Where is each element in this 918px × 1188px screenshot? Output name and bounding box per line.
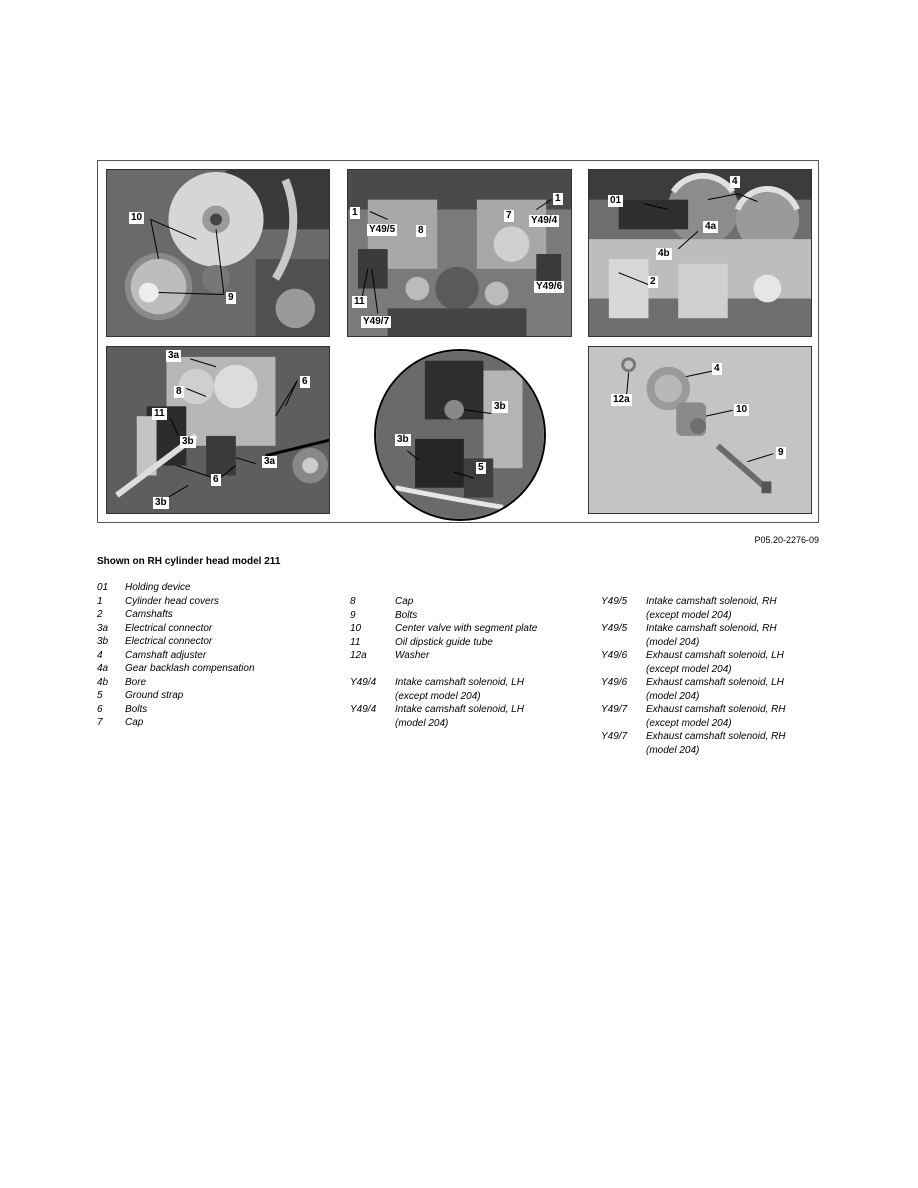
legend-text: Camshafts (125, 609, 173, 620)
legend-item (350, 649, 537, 663)
callout: 3a (264, 456, 276, 467)
legend-key: 5 (97, 690, 103, 701)
legend-key: 4a (97, 663, 109, 674)
panel-engine-overview (347, 169, 572, 337)
legend-key: 7 (97, 717, 103, 728)
legend-text: Bolts (125, 703, 148, 715)
legend-item (97, 635, 255, 649)
legend-key: Y49/5 (601, 623, 628, 634)
panel-exploded-parts (588, 346, 812, 514)
legend-item (350, 703, 537, 730)
legend-item (97, 689, 255, 703)
callout: 4 (714, 363, 720, 374)
legend-text: Cylinder head covers (125, 595, 219, 607)
legend-text: Oil dipstick guide tube (395, 636, 493, 648)
legend-key: Y49/7 (601, 731, 628, 742)
callout: 4b (658, 248, 670, 259)
parts-photo (589, 347, 811, 513)
legend-text: Center valve with segment plate (395, 623, 538, 634)
legend-key: 2 (97, 609, 103, 620)
legend-item (601, 676, 786, 703)
figure-id: P05.20-2276-09 (754, 535, 819, 545)
legend-text: Exhaust camshaft solenoid, RH (except model 204) (646, 704, 786, 729)
legend-item (601, 649, 786, 676)
callout: 11 (154, 408, 165, 419)
callout: Y49/7 (363, 316, 390, 327)
legend-item (601, 595, 786, 622)
callout: 1 (555, 193, 561, 204)
legend-item (97, 676, 255, 690)
legend-key: 3a (97, 622, 109, 634)
callout: 01 (610, 195, 622, 206)
legend-key: 3b (97, 636, 109, 647)
legend-text: Washer (395, 650, 430, 661)
legend-key: Y49/4 (350, 704, 377, 715)
legend-text: Exhaust camshaft solenoid, LH (model 204) (646, 677, 784, 702)
engine-photo (107, 347, 329, 513)
callout: 4 (732, 176, 738, 187)
callout: 11 (354, 296, 365, 307)
legend-key: Y49/7 (601, 704, 628, 715)
legend-item (97, 622, 255, 636)
callout: Y49/5 (369, 224, 396, 235)
callout: 2 (650, 276, 656, 287)
legend-text: Cap (395, 596, 414, 607)
panel-camshaft-adjuster-front (106, 169, 330, 337)
legend-item (97, 716, 255, 730)
legend-column-3 (601, 595, 786, 757)
legend-key: Y49/6 (601, 650, 628, 661)
callout: 9 (778, 447, 784, 458)
callout: 5 (478, 462, 484, 473)
legend-item (97, 703, 255, 717)
legend-key: 4 (97, 649, 103, 661)
callout: 10 (736, 404, 748, 415)
legend-item (97, 595, 255, 609)
legend-item (350, 595, 537, 609)
callout: 7 (506, 210, 512, 221)
legend-item (97, 608, 255, 622)
callout: 9 (228, 292, 234, 303)
legend-text: Intake camshaft solenoid, LH (except model 204) (395, 677, 524, 702)
panel-solenoid-connectors (106, 346, 330, 514)
legend-text: Camshaft adjuster (125, 649, 207, 661)
legend-text: Intake camshaft solenoid, RH (model 204) (646, 623, 777, 648)
legend-key: Y49/6 (601, 677, 628, 688)
engine-photo (107, 170, 329, 336)
legend-key: 6 (97, 703, 103, 715)
legend-item (350, 676, 537, 703)
legend-text: Holding device (125, 582, 191, 593)
legend-item (601, 622, 786, 649)
legend-key: 4b (97, 676, 109, 688)
callout: 8 (418, 225, 424, 236)
callout: Y49/6 (536, 281, 563, 292)
legend-item (350, 609, 537, 623)
legend-text: Bore (125, 676, 147, 688)
legend-key: Y49/4 (350, 677, 377, 688)
legend-key: 11 (350, 636, 361, 648)
callout: 12a (613, 394, 630, 405)
engine-photo (348, 170, 571, 336)
callout: 3b (155, 497, 167, 508)
legend-item (350, 636, 537, 650)
legend-column-2 (350, 595, 537, 730)
callout: 3b (494, 401, 506, 412)
legend-text: Intake camshaft solenoid, LH (model 204) (395, 704, 524, 729)
callout: 8 (176, 386, 182, 397)
legend-item (350, 622, 537, 636)
legend-text: Cap (125, 717, 144, 728)
legend-column-1 (97, 581, 255, 730)
legend-text: Gear backlash compensation (125, 663, 255, 674)
legend-key: 01 (97, 582, 109, 593)
legend-text: Electrical connector (125, 636, 213, 647)
legend-text: Exhaust camshaft solenoid, LH (except model 204) (646, 650, 784, 675)
legend-item (97, 649, 255, 663)
callout: 4a (705, 221, 717, 232)
callout: 6 (302, 376, 308, 387)
legend-key: Y49/5 (601, 596, 628, 607)
legend-item (97, 662, 255, 676)
legend-item (601, 703, 786, 730)
legend-text: Intake camshaft solenoid, RH (except model 204) (646, 596, 777, 621)
callout: Y49/4 (531, 215, 558, 226)
legend-text: Electrical connector (125, 622, 213, 634)
legend-key: 10 (350, 623, 362, 634)
legend-key: 1 (97, 595, 103, 607)
callout: 1 (352, 207, 358, 218)
legend-text: Exhaust camshaft solenoid, RH (model 204) (646, 731, 786, 756)
legend-item (601, 730, 786, 757)
legend-text: Bolts (395, 609, 418, 621)
legend-key: 9 (350, 609, 356, 621)
legend-item (97, 581, 255, 595)
legend-key: 12a (350, 650, 367, 661)
legend-key: 8 (350, 596, 356, 607)
callout: 3a (168, 350, 180, 361)
callout: 6 (213, 474, 219, 485)
callout: 3b (182, 436, 194, 447)
legend-text: Ground strap (125, 690, 184, 701)
figure-frame (97, 160, 819, 523)
callout: 3b (397, 434, 409, 445)
callout: 10 (131, 212, 143, 223)
figure-caption: Shown on RH cylinder head model 211 (97, 556, 281, 567)
